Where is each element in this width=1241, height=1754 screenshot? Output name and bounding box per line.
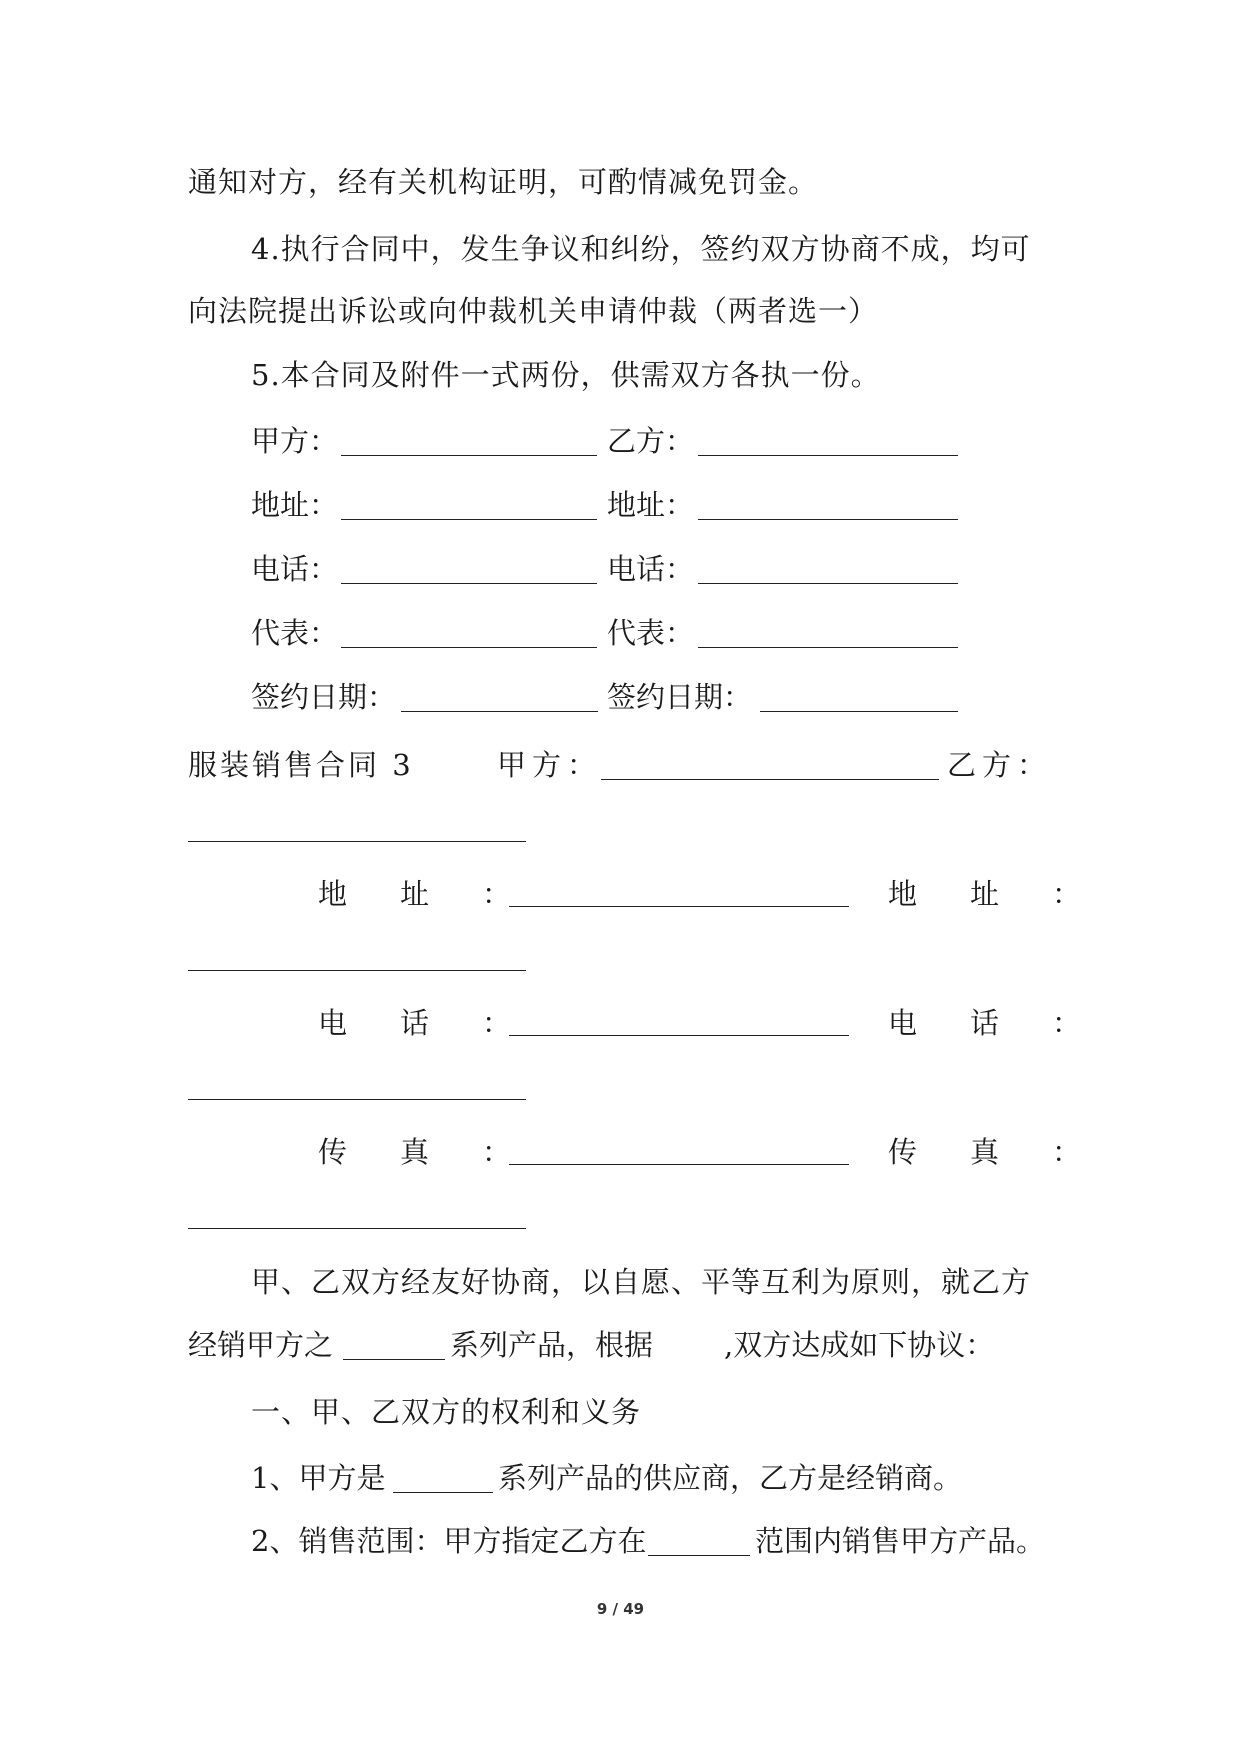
item2-part2: 范围内销售甲方产品。 — [755, 1524, 1046, 1558]
label-phone-a: 电话： — [251, 552, 339, 586]
label-representative-b: 代表： — [607, 616, 695, 650]
blank-sign-date-b — [760, 711, 958, 712]
section-heading-rights: 一、甲、乙双方的权利和义务 — [251, 1395, 642, 1429]
label-c3-fax-b: 传 真 ： — [888, 1135, 1094, 1169]
contract-title: 服装销售合同 3 — [188, 748, 414, 782]
label-representative-a: 代表： — [251, 616, 339, 650]
item2-part1: 2、销售范围：甲方指定乙方在 — [251, 1524, 647, 1558]
item1-part1: 1、甲方是 — [251, 1461, 386, 1495]
blank-c3-fax-a — [509, 1164, 849, 1165]
paragraph-copies: 5.本合同及附件一式两份，供需双方各执一份。 — [251, 358, 881, 392]
label-address-b: 地址： — [607, 488, 695, 522]
label-sign-date-b: 签约日期： — [607, 680, 753, 714]
paragraph-intro-line1: 甲、乙双方经友好协商，以自愿、平等互利为原则，就乙方 — [251, 1265, 1032, 1299]
blank-phone-a — [341, 583, 597, 584]
blank-representative-a — [341, 647, 597, 648]
blank-c3-address-b — [188, 970, 526, 971]
label-c3-party-a: 甲方： — [497, 748, 603, 782]
label-address-a: 地址： — [251, 488, 339, 522]
label-party-a: 甲方： — [251, 424, 339, 458]
paragraph-notice: 通知对方，经有关机构证明，可酌情减免罚金。 — [188, 165, 819, 199]
item1-part2: 系列产品的供应商，乙方是经销商。 — [498, 1461, 963, 1495]
blank-representative-b — [698, 647, 958, 648]
paragraph-intro-part1: 经销甲方之 — [188, 1328, 334, 1362]
label-c3-party-b: 乙方： — [947, 748, 1053, 782]
blank-product-series — [343, 1359, 445, 1360]
page-number: 9 / 49 — [596, 1600, 645, 1618]
label-c3-address-a: 地 址 ： — [318, 877, 524, 911]
label-c3-phone-a: 电 话 ： — [318, 1006, 524, 1040]
label-sign-date-a: 签约日期： — [251, 680, 397, 714]
blank-party-b — [698, 455, 958, 456]
blank-c3-party-a — [601, 779, 939, 780]
label-c3-fax-a: 传 真 ： — [318, 1135, 524, 1169]
paragraph-intro-part3: ,双方达成如下协议： — [724, 1328, 995, 1362]
label-phone-b: 电话： — [607, 552, 695, 586]
label-party-b: 乙方： — [607, 424, 695, 458]
blank-c3-phone-a — [509, 1035, 849, 1036]
blank-item2-range — [648, 1555, 750, 1556]
label-c3-phone-b: 电 话 ： — [888, 1006, 1094, 1040]
blank-c3-party-b — [188, 841, 526, 842]
blank-c3-phone-b — [188, 1099, 526, 1100]
blank-item1-series — [393, 1492, 493, 1493]
blank-address-a — [341, 519, 597, 520]
blank-c3-address-a — [509, 906, 849, 907]
paragraph-dispute-line2: 向法院提出诉讼或向仲裁机关申请仲裁（两者选一） — [188, 294, 879, 328]
blank-c3-fax-b — [188, 1228, 526, 1229]
paragraph-dispute-line1: 4.执行合同中，发生争议和纠纷，签约双方协商不成，均可 — [251, 232, 1031, 266]
label-c3-address-b: 地 址 ： — [888, 877, 1094, 911]
blank-address-b — [698, 519, 958, 520]
blank-party-a — [341, 455, 597, 456]
blank-phone-b — [698, 583, 958, 584]
blank-sign-date-a — [401, 711, 598, 712]
paragraph-intro-part2: 系列产品，根据 — [450, 1328, 654, 1362]
